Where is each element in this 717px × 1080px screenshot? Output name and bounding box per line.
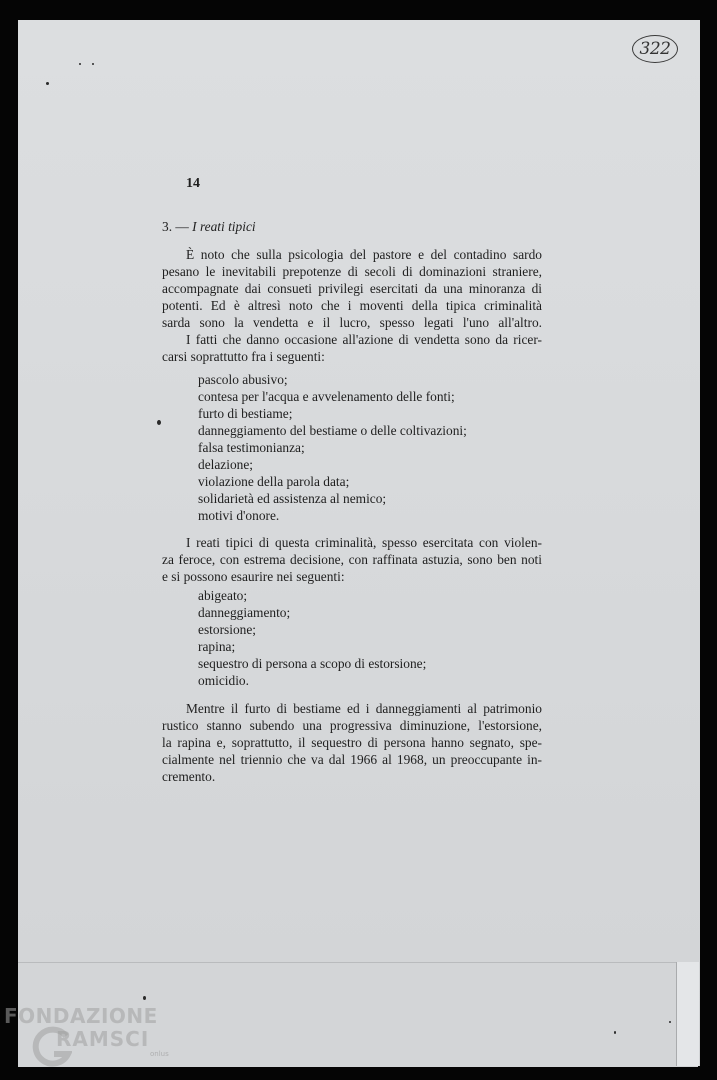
paragraph-4 [162, 700, 542, 785]
paragraph-line: za feroce, con estrema decisione, con raffinata astuzia, sono ben noti [162, 552, 542, 567]
list-item: contesa per l'acqua e avvelenamento delle fonti; [198, 389, 455, 404]
paragraph-line: sarda sono la vendetta e il lucro, spesso legati l'uno all'altro. [162, 315, 542, 330]
watermark-logo [4, 1000, 179, 1075]
dust-speck [46, 82, 49, 85]
paragraph-line: I fatti che danno occasione all'azione di vendetta sono da ricer- [186, 332, 542, 347]
watermark-line1: FONDAZIONE [4, 1004, 158, 1028]
paragraph-line: rustico stanno subendo una progressiva diminuzione, l'estorsione, [162, 718, 542, 733]
paragraph-line: Mentre il furto di bestiame ed i danneggiamenti al patrimonio [186, 701, 542, 716]
crimes-list [198, 587, 426, 689]
paragraph-line: carsi soprattutto fra i seguenti: [162, 349, 325, 364]
paragraph-line: È noto che sulla psicologia del pastore e del contadino sardo [186, 247, 542, 262]
page-number: 14 [186, 176, 200, 191]
list-item: violazione della parola data; [198, 474, 350, 489]
paragraph-line: cialmente nel triennio che va dal 1966 al 1968, un preoccupante in- [162, 752, 542, 767]
list-item: pascolo abusivo; [198, 372, 288, 387]
paragraph-3 [162, 534, 542, 585]
list-item: delazione; [198, 457, 254, 472]
dust-speck [79, 63, 81, 65]
dust-speck [614, 1031, 616, 1034]
list-item: omicidio. [198, 673, 249, 688]
motives-list [198, 371, 467, 524]
paragraph-line: I reati tipici di questa criminalità, spesso esercitata con violen- [186, 535, 542, 550]
section-heading [162, 219, 256, 235]
watermark-line2: RAMSCI [56, 1027, 150, 1051]
list-item: danneggiamento; [198, 605, 291, 620]
list-item: abigeato; [198, 588, 248, 603]
paragraph-line: pesano le inevitabili prepotenze di secoli di dominazioni straniere, [162, 264, 542, 279]
paragraph-2 [162, 331, 542, 365]
paragraph-line: la rapina e, soprattutto, il sequestro di persona hanno segnato, spe- [162, 735, 542, 750]
watermark-small: onlus [150, 1050, 169, 1058]
list-item: estorsione; [198, 622, 257, 637]
section-title: I reati tipici [192, 219, 256, 234]
archive-stamp: 322 [632, 35, 678, 63]
list-item: furto di bestiame; [198, 406, 293, 421]
list-item: falsa testimonianza; [198, 440, 305, 455]
paragraph-line: potenti. Ed è altresì noto che i moventi della tipica criminalità [162, 298, 542, 313]
paragraph-line: e si possono esaurire nei seguenti: [162, 569, 345, 584]
list-item: danneggiamento del bestiame o delle coltivazioni; [198, 423, 467, 438]
list-item: sequestro di persona a scopo di estorsione; [198, 656, 427, 671]
paragraph-line: accompagnate dai consueti privilegi esercitati da una minoranza di [162, 281, 542, 296]
paper-edge-strip [676, 962, 699, 1066]
dust-speck [92, 63, 94, 65]
list-item: rapina; [198, 639, 236, 654]
list-item: solidarietà ed assistenza al nemico; [198, 491, 387, 506]
section-number: 3. — [162, 219, 189, 234]
list-item: motivi d'onore. [198, 508, 280, 523]
paragraph-line: cremento. [162, 769, 216, 784]
dust-speck [669, 1021, 671, 1023]
dust-speck [157, 420, 161, 425]
paragraph-1 [162, 246, 542, 331]
